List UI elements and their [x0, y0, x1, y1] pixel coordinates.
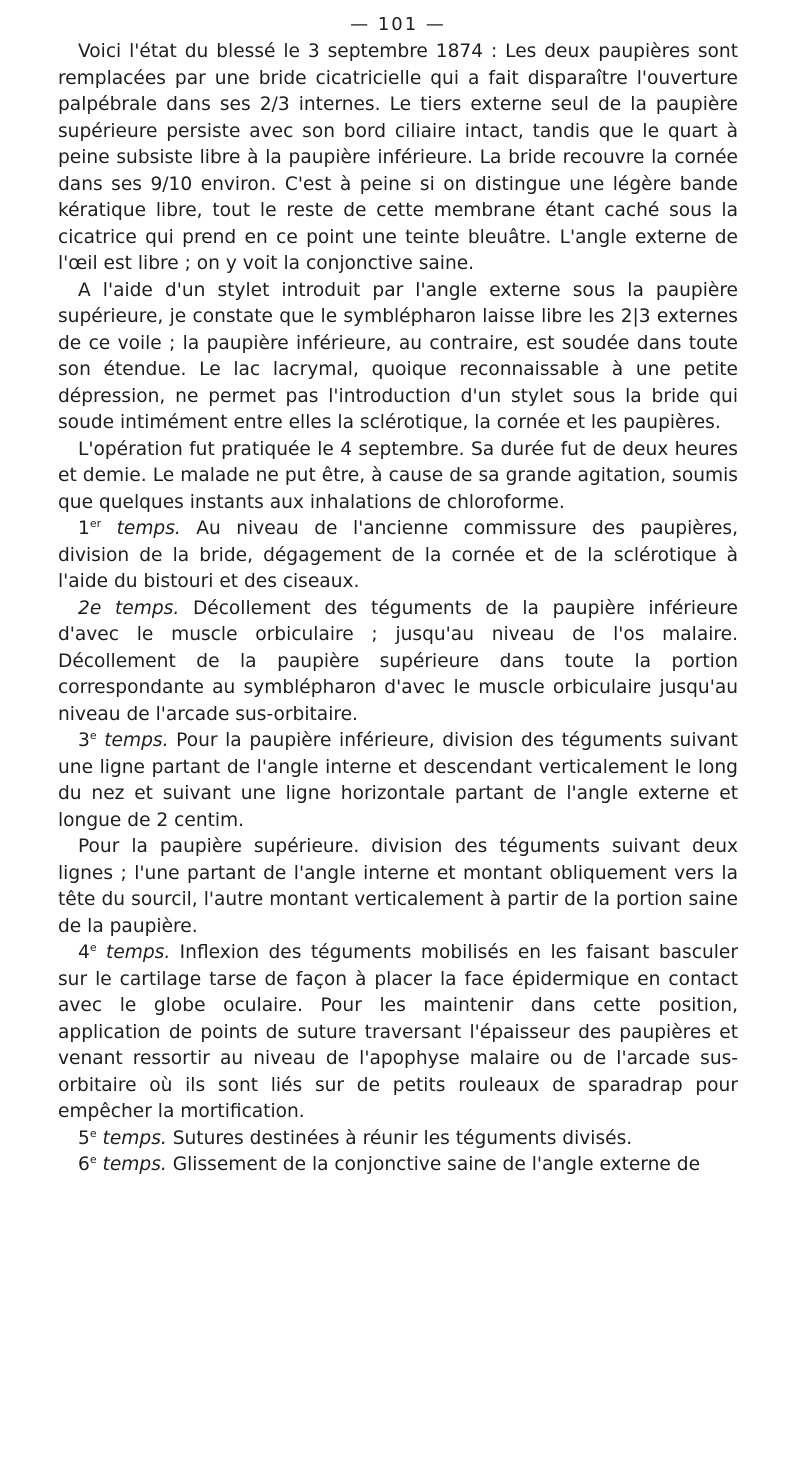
- paragraph-patient-state: Voici l'état du blessé le 3 septembre 1874 : Les deux paupières sont remplacées par une bride cicatricielle qui a fait disparaître l'ouverture palpébrale dans ses 2/3 internes. Le tiers externe seul de la paupière supérieure persiste avec son bord ciliaire intact, tandis que le quart à peine subsiste libre à la paupière inférieure. La bride recouvre la cornée dans ses 9/10 environ. C'est à peine si on distingue une légère bande kératique libre, tout le reste de cette membrane étant caché sous la cicatrice qui prend en ce point une teinte bleuâtre. L'angle externe de l'œil est libre ; on y voit la conjonctive saine.: [58, 41, 738, 274]
- step-number: 4: [78, 942, 90, 963]
- step-text: Pour la paupière inférieure, division des téguments suivant une ligne partant de l'angle interne et descendant verticalement le long du nez et suivant une ligne horizontale partant de l'angle externe et longue de 2 centim.: [58, 730, 738, 831]
- step-text: Inflexion des téguments mobilisés en les faisant basculer sur le cartilage tarse de façon à placer la face épidermique en contact avec le globe oculaire. Pour les maintenir dans cette position, application de points de suture traversant l'épaisseur des paupières et venant ressortir au niveau de l'apophyse malaire ou de l'arcade sus-orbitaire où ils sont liés sur de petits rouleaux de sparadrap pour empêcher la mortification.: [58, 942, 738, 1122]
- step-text: Décollement des téguments de la paupière inférieure d'avec le muscle orbiculaire ; jusqu'au niveau de l'os malaire. Décollement de la paupière supérieure dans toute la portion correspondante au symblépharon d'avec le muscle orbiculaire jusqu'au niveau de l'arcade sus-orbitaire.: [58, 597, 739, 725]
- paragraph-step-6: [58, 1152, 738, 1179]
- step-ordinal-suffix: e: [89, 1152, 97, 1166]
- step-label: temps.: [102, 1127, 167, 1149]
- step-number: 1: [78, 518, 90, 539]
- step-text: Au niveau de l'ancienne commissure des paupières, division de la bride, dégagement de la cornée et de la sclérotique à l'aide du bistouri et des ciseaux.: [58, 518, 738, 592]
- paragraph-step-5: [58, 1126, 738, 1153]
- paragraph-step-3: [58, 728, 738, 834]
- step-text: Sutures destinées à réunir les téguments divisés.: [166, 1127, 633, 1149]
- page-number: — 101 —: [350, 14, 446, 35]
- step-ordinal-suffix: e: [89, 1126, 97, 1140]
- paragraph-step-4: [58, 940, 738, 1126]
- step-number: 5: [78, 1127, 90, 1149]
- step-ordinal-suffix: e: [89, 728, 97, 742]
- step-ordinal-suffix: e: [89, 940, 97, 954]
- document-page: [58, 0, 738, 1179]
- step-number: 6: [78, 1154, 90, 1175]
- paragraph-step-2: [58, 596, 738, 729]
- paragraph-step-1: [58, 516, 738, 596]
- paragraph-operation: L'opération fut pratiquée le 4 septembre. Sa durée fut de deux heures et demie. Le malade ne put être, à cause de sa grande agitation, soumis que quelques instants aux inhalations de chloroforme.: [58, 438, 738, 513]
- step-label: temps.: [115, 597, 180, 619]
- step-label: temps.: [116, 518, 181, 539]
- step-number: 2e: [78, 597, 102, 619]
- step-ordinal-suffix: er: [89, 516, 102, 530]
- step-number: 3: [78, 730, 90, 751]
- paragraph-upper-eyelid: Pour la paupière supérieure. division des téguments suivant deux lignes ; l'une partant de l'angle interne et montant obliquement vers la tête du sourcil, l'autre montant verticalement à partir de la portion saine de la paupière.: [58, 836, 738, 937]
- step-label: temps.: [102, 1154, 167, 1175]
- step-label: temps.: [106, 942, 171, 963]
- step-text: Glissement de la conjonctive saine de l'angle externe de: [166, 1154, 701, 1175]
- paragraph-stylet-exam: A l'aide d'un stylet introduit par l'angle externe sous la paupière supérieure, je constate que le symblépharon laisse libre les 2|3 externes de ce voile ; la paupière inférieure, au contraire, est soudée dans toute son étendue. Le lac lacrymal, quoique reconnaissable à une petite dépression, ne permet pas l'introduction d'un stylet sous la bride qui soude intimément entre elles la sclérotique, la cornée et les paupières.: [58, 279, 738, 433]
- step-label: temps.: [104, 730, 169, 751]
